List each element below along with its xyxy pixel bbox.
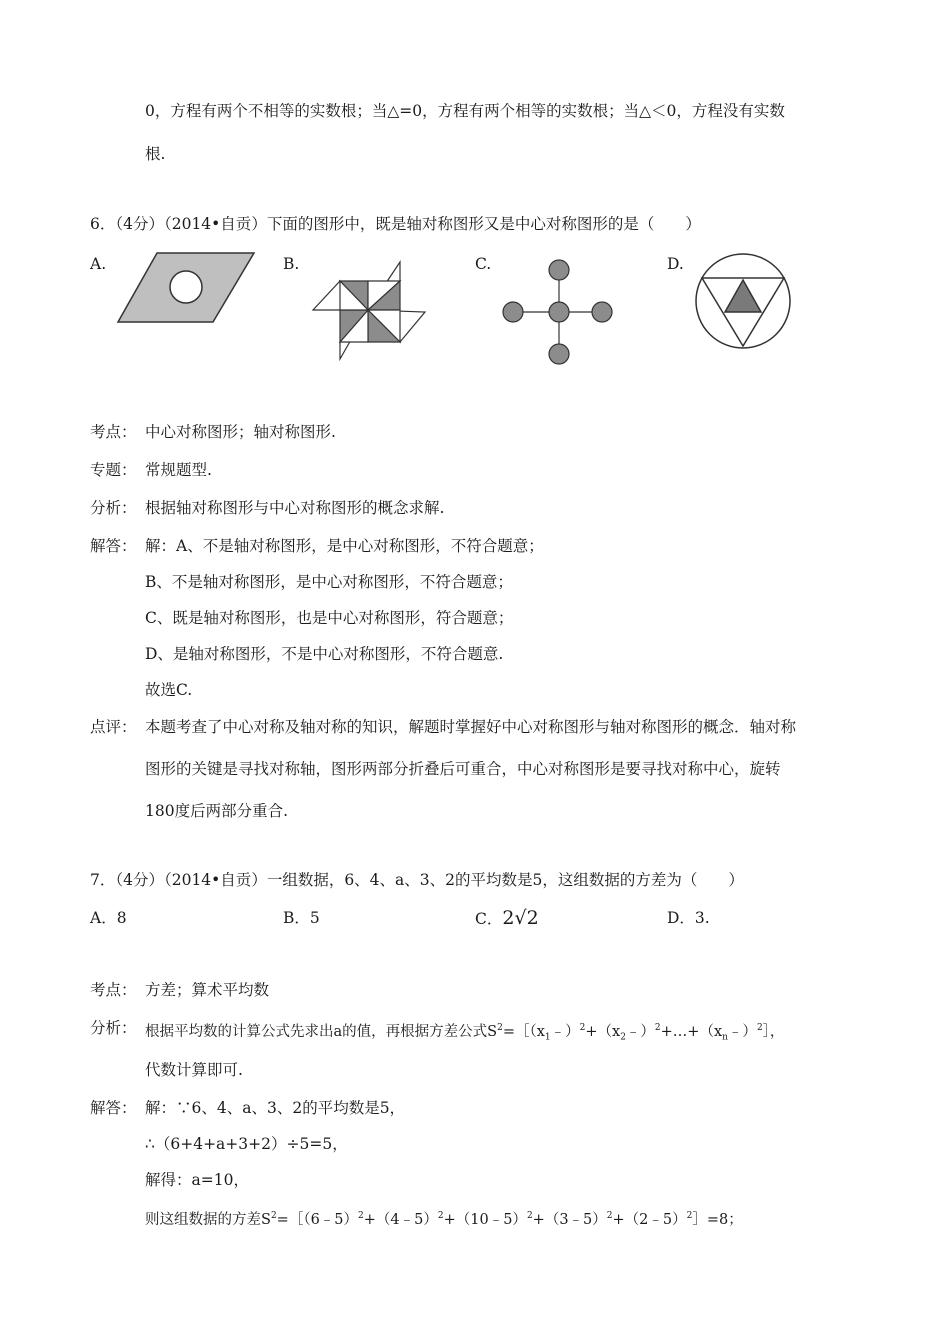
q7-option-c-label: C． <box>475 910 503 928</box>
q6-option-b-label: B. <box>283 255 300 273</box>
q7-jieda-line-2: ∴（6+4+a+3+2）÷5=5， <box>145 1135 348 1153</box>
q7-fenxi-line-2: 代数计算即可. <box>145 1061 243 1079</box>
prev-line-1: 0，方程有两个不相等的实数根；当△=0，方程有两个相等的实数根；当△＜0，方程没有实数 <box>145 102 785 120</box>
q7-option-b: B．5 <box>283 909 320 927</box>
q6-figure-a-parallelogram <box>115 250 257 325</box>
q6-zhuanti-label: 专题： <box>90 461 137 479</box>
q6-jieda-label: 解答： <box>90 537 137 555</box>
q6-figure-b-pinwheel <box>310 254 430 369</box>
q7-option-c <box>475 908 539 929</box>
q6-kaodian-label: 考点： <box>90 423 137 441</box>
q6-dianping-line-1: 本题考查了中心对称及轴对称的知识，解题时掌握好中心对称图形与轴对称图形的概念．轴对称 <box>145 718 797 736</box>
q6-figure-d-circle-triangles <box>692 250 794 352</box>
q7-fenxi-label: 分析： <box>90 1019 137 1037</box>
q6-option-d-label: D. <box>667 255 684 273</box>
q6-fenxi-label: 分析： <box>90 499 137 517</box>
q7-jieda-line-1: 解：∵6、4、a、3、2的平均数是5， <box>145 1099 406 1117</box>
q7-jieda-line-4: 则这组数据的方差$S^2=[(6﹣5)^2+(4﹣5)^2+(10﹣5)^2+(3﹣5)^2+(2﹣5)^2]=8$； <box>145 1211 743 1228</box>
q7-option-c-math: 2√2 <box>502 907 539 929</box>
q7-jieda-line-3: 解得：a=10， <box>145 1171 249 1189</box>
q7-kaodian-label: 考点： <box>90 981 137 999</box>
q7-jieda-label: 解答： <box>90 1099 137 1117</box>
q6-jieda-line-3: C、既是轴对称图形，也是中心对称图形，符合题意； <box>145 609 514 627</box>
q6-jieda-line-4: D、是轴对称图形，不是中心对称图形，不符合题意. <box>145 645 504 663</box>
q6-dianping-label: 点评： <box>90 718 137 736</box>
q6-jieda-line-1: 解：A、不是轴对称图形，是中心对称图形，不符合题意； <box>145 537 544 555</box>
q6-zhuanti: 常规题型. <box>145 461 212 479</box>
q6-dianping-line-3: 180度后两部分重合. <box>145 802 289 820</box>
q6-stem: 6．（4分）（2014•自贡）下面的图形中，既是轴对称图形又是中心对称图形的是（ ） <box>90 215 701 233</box>
q6-jieda-line-5: 故选C. <box>145 681 193 699</box>
q6-option-c-label: C. <box>475 255 492 273</box>
q7-stem: 7．（4分）（2014•自贡）一组数据，6、4、a、3、2的平均数是5，这组数据的方差为（ ） <box>90 871 744 889</box>
q7-option-a: A．8 <box>90 909 127 927</box>
q6-option-a-label: A. <box>90 255 107 273</box>
q6-jieda-line-2: B、不是轴对称图形，是中心对称图形，不符合题意； <box>145 573 513 591</box>
q6-figure-c-circle-cross <box>498 256 618 368</box>
q6-fenxi: 根据轴对称图形与中心对称图形的概念求解. <box>145 499 445 517</box>
prev-line-2: 根. <box>145 145 166 163</box>
q7-kaodian: 方差；算术平均数 <box>145 981 270 999</box>
q6-kaodian: 中心对称图形；轴对称图形. <box>145 423 336 441</box>
q7-option-d: D．3. <box>667 909 710 927</box>
q6-dianping-line-2: 图形的关键是寻找对称轴，图形两部分折叠后可重合，中心对称图形是要寻找对称中心，旋转 <box>145 760 781 778</box>
q7-fenxi-formula: 根据平均数的计算公式先求出a的值，再根据方差公式$S^2=[(x_1﹣)^2+(x_2﹣)^2+\dots+(x_n﹣)^2]$， <box>145 1023 785 1043</box>
